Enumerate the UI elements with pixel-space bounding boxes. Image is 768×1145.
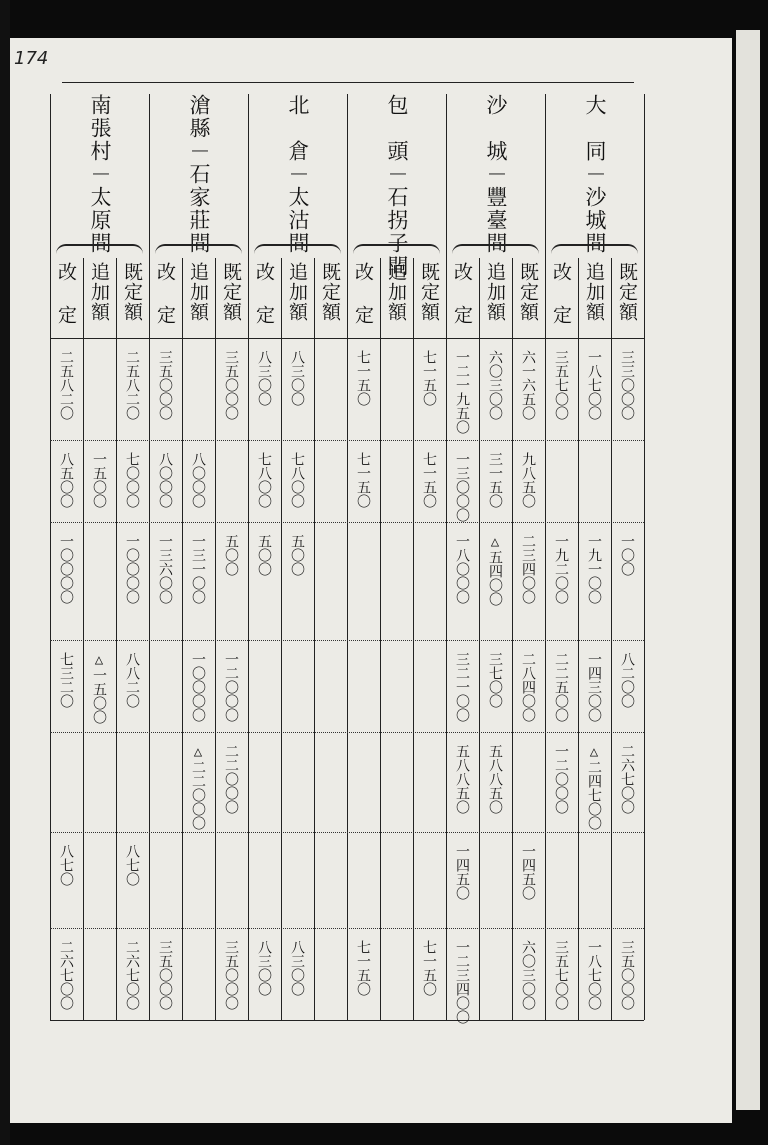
table-cell: 五〇〇 (223, 534, 239, 576)
subcolumn-divider (380, 258, 381, 1020)
column-header: 既定額 (616, 262, 638, 322)
table-cell: 八〇〇〇 (190, 452, 206, 508)
table-cell: 七三二〇 (58, 652, 74, 708)
column-header: 既定額 (517, 262, 539, 322)
group-brace (452, 244, 539, 260)
table-cell: 一二三四〇〇 (454, 940, 470, 1024)
table-cell: 一九一〇〇 (586, 534, 602, 604)
route-title: 滄縣－石家莊間 (187, 94, 211, 255)
table-cell: 三五〇〇〇 (157, 350, 173, 420)
column-header: 既定額 (121, 262, 143, 322)
column-header: 既定額 (319, 262, 341, 322)
table-cell: 七一五〇 (355, 350, 371, 406)
table-cell: 七〇〇〇 (124, 452, 140, 508)
table-cell: 一四五〇 (520, 844, 536, 900)
table-cell: 六一六五〇 (520, 350, 536, 420)
table-cell: 八五〇〇 (58, 452, 74, 508)
table-cell: 五〇〇 (289, 534, 305, 576)
table-cell: 九八五〇 (520, 452, 536, 508)
column-header: 既定額 (418, 262, 440, 322)
route-divider (644, 94, 645, 1020)
table-cell: 八〇〇〇 (157, 452, 173, 508)
group-brace (551, 244, 638, 260)
table-cell: 一四五〇 (454, 844, 470, 900)
route-title: 沙 城－豐臺間 (484, 94, 508, 255)
column-header: 改 定 (550, 262, 572, 325)
table-cell: 三五七〇〇 (553, 940, 569, 1010)
column-header: 追加額 (484, 262, 506, 322)
table-cell: 二八四〇〇 (520, 652, 536, 722)
table-cell: 一四三〇〇 (586, 652, 602, 722)
column-header: 改 定 (451, 262, 473, 325)
row-separator (50, 522, 644, 523)
table-cell: 三三〇〇〇 (619, 350, 635, 420)
page-number: 174 (14, 48, 49, 69)
column-header: 改 定 (154, 262, 176, 325)
group-brace (155, 244, 242, 260)
table-cell: 一五〇〇 (91, 452, 107, 508)
next-page-edge (736, 30, 760, 1110)
column-header: 追加額 (583, 262, 605, 322)
table-cell: 五八八五〇 (487, 744, 503, 814)
group-brace (56, 244, 143, 260)
table-cell: △五四〇〇 (487, 534, 503, 606)
table-cell: 一〇〇〇〇 (190, 652, 206, 722)
subcolumn-divider (314, 258, 315, 1020)
table-cell: 八二〇〇 (619, 652, 635, 708)
table-cell: 一〇〇〇〇 (124, 534, 140, 604)
table-cell: △二二〇〇〇 (190, 744, 206, 830)
route-title: 南張村－太原間 (88, 94, 112, 255)
table-cell: 一二〇〇〇 (553, 744, 569, 814)
row-separator (50, 640, 644, 641)
row-separator (50, 440, 644, 441)
table-cell: 一〇〇 (619, 534, 635, 576)
table-cell: 二二五〇〇 (553, 652, 569, 722)
row-separator (50, 832, 644, 833)
column-header: 改 定 (352, 262, 374, 325)
table-cell: 一八〇〇〇 (454, 534, 470, 604)
table-cell: 二六七〇〇 (619, 744, 635, 814)
table-cell: 一三六〇〇 (157, 534, 173, 604)
table-cell: 三五七〇〇 (553, 350, 569, 420)
table-cell: 二三四〇〇 (520, 534, 536, 604)
subcolumn-divider (182, 258, 183, 1020)
table-cell: 三五〇〇〇 (157, 940, 173, 1010)
table-cell: 七八〇〇 (256, 452, 272, 508)
table-cell: 二五八二〇 (58, 350, 74, 420)
table-cell: 八三〇〇 (289, 940, 305, 996)
table-cell: 一三一〇〇 (190, 534, 206, 604)
route-title: 包 頭－石拐子間 (385, 94, 409, 278)
binding-gutter (0, 0, 10, 1145)
table-cell: 六〇三〇〇 (487, 350, 503, 420)
table-cell: 五〇〇 (256, 534, 272, 576)
table-cell: △一五〇〇 (91, 652, 107, 724)
table-cell: 一八七〇〇 (586, 940, 602, 1010)
table-cell: 八三〇〇 (256, 350, 272, 406)
table-cell: 一〇〇〇〇 (58, 534, 74, 604)
table-cell: 五八八五〇 (454, 744, 470, 814)
table-cell: 一八七〇〇 (586, 350, 602, 420)
table-cell: 六〇三〇〇 (520, 940, 536, 1010)
table-cell: 三五〇〇〇 (223, 940, 239, 1010)
table-cell: 八八二〇 (124, 652, 140, 708)
table-cell: 三二一〇〇 (454, 652, 470, 722)
table-cell: 七一五〇 (355, 940, 371, 996)
table-bottom-rule (50, 1020, 644, 1021)
table-cell: 三七〇〇 (487, 652, 503, 708)
table-cell: 七八〇〇 (289, 452, 305, 508)
row-separator (50, 928, 644, 929)
table-cell: 八三〇〇 (289, 350, 305, 406)
column-header: 追加額 (88, 262, 110, 322)
group-brace (254, 244, 341, 260)
route-title: 大 同－沙城間 (583, 94, 607, 255)
column-header: 改 定 (55, 262, 77, 325)
table-cell: 三五〇〇〇 (223, 350, 239, 420)
table-cell: 八七〇 (58, 844, 74, 886)
subcolumn-divider (83, 258, 84, 1020)
table-top-rule (62, 82, 634, 83)
column-header: 改 定 (253, 262, 275, 325)
table-cell: 七一五〇 (421, 452, 437, 508)
table-cell: 一九二〇〇 (553, 534, 569, 604)
table-cell: 二二〇〇〇 (223, 744, 239, 814)
column-header: 追加額 (187, 262, 209, 322)
table-cell: 二六七〇〇 (124, 940, 140, 1010)
table-cell: 二五八二〇 (124, 350, 140, 420)
column-header: 既定額 (220, 262, 242, 322)
table-cell: 八七〇 (124, 844, 140, 886)
route-title: 北 倉－太沽間 (286, 94, 310, 255)
table-cell: 七一五〇 (421, 940, 437, 996)
column-header: 追加額 (385, 262, 407, 322)
table-cell: 一二一九五〇 (454, 350, 470, 434)
table-cell: 八三〇〇 (256, 940, 272, 996)
table-cell: 一三〇〇〇 (454, 452, 470, 522)
header-rule (50, 338, 644, 339)
table-cell: 七一五〇 (421, 350, 437, 406)
table-cell: 三一五〇 (487, 452, 503, 508)
group-brace (353, 244, 440, 260)
table-cell: 三五〇〇〇 (619, 940, 635, 1010)
column-header: 追加額 (286, 262, 308, 322)
row-separator (50, 732, 644, 733)
table-cell: 七一五〇 (355, 452, 371, 508)
table-cell: 二六七〇〇 (58, 940, 74, 1010)
route-divider (347, 94, 348, 1020)
table-cell: △二四七〇〇 (586, 744, 602, 830)
table-cell: 一二〇〇〇 (223, 652, 239, 722)
